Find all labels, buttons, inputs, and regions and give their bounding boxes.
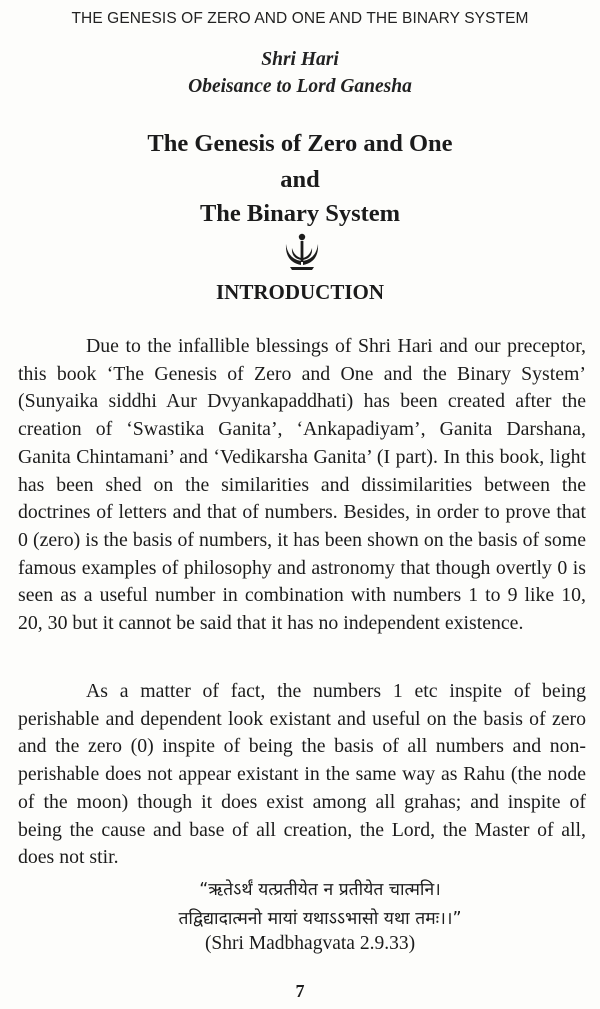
section-heading: INTRODUCTION: [215, 280, 385, 304]
verse-citation: (Shri Madbhagvata 2.9.33): [204, 933, 416, 954]
sanskrit-verse-line-1: “ऋतेऽर्थं यत्प्रतीयेत न प्रतीयेत चात्मनि।: [199, 880, 441, 900]
invocation-line-1: Shri Hari: [261, 49, 339, 70]
title-line-1: The Genesis of Zero and One: [147, 130, 453, 157]
invocation-line-2: Obeisance to Lord Ganesha: [188, 76, 412, 97]
page-number: 7: [295, 981, 305, 1001]
paragraph-2-text: As a matter of fact, the numbers 1 etc inspite of being perishable and dependent look existant and useful on the basis of zero and the zero (0) inspite of being the basis of all numbers and non-perishable does not appear existant in the same way as Rahu (the node of the moon) though it does exist among all grahas; and inspite of being the cause and base of all creation, the Lord, the Master of all, does not stir.: [18, 680, 586, 869]
sanskrit-verse-line-2: तद्विद्यादात्मनो मायां यथाऽऽभासो यथा तमः।।”: [178, 909, 462, 929]
paragraph-2: [18, 678, 586, 872]
title-line-3: The Binary System: [199, 200, 401, 227]
paragraph-1: [18, 333, 586, 638]
trident-ornament-icon: [282, 232, 322, 272]
title-line-2: and: [280, 166, 320, 193]
paragraph-1-text: Due to the infallible blessings of Shri Hari and our preceptor, this book ‘The Genesis of Zero and One and the Binary System’ (Sunyaika siddhi Aur Dvyankapaddhati) has been created after the creation of ‘Swastika Ganita’, ‘Ankapadiyam’, Ganita Darshana, Ganita Chintamani’ and ‘Vedikarsha Ganita’ (I part). In this book, light has been shed on the similarities and dissimilarities between the doctrines of letters and that of numbers. Besides, in order to prove that 0 (zero) is the basis of numbers, it has been shown on the basis of some famous examples of philosophy and astronomy that though overtly 0 is seen as a useful number in combination with numbers 1 to 9 like 10, 20, 30 but it cannot be said that it has no independent existence.: [18, 335, 586, 635]
running-head: THE GENESIS OF ZERO AND ONE AND THE BINARY SYSTEM: [71, 10, 529, 27]
